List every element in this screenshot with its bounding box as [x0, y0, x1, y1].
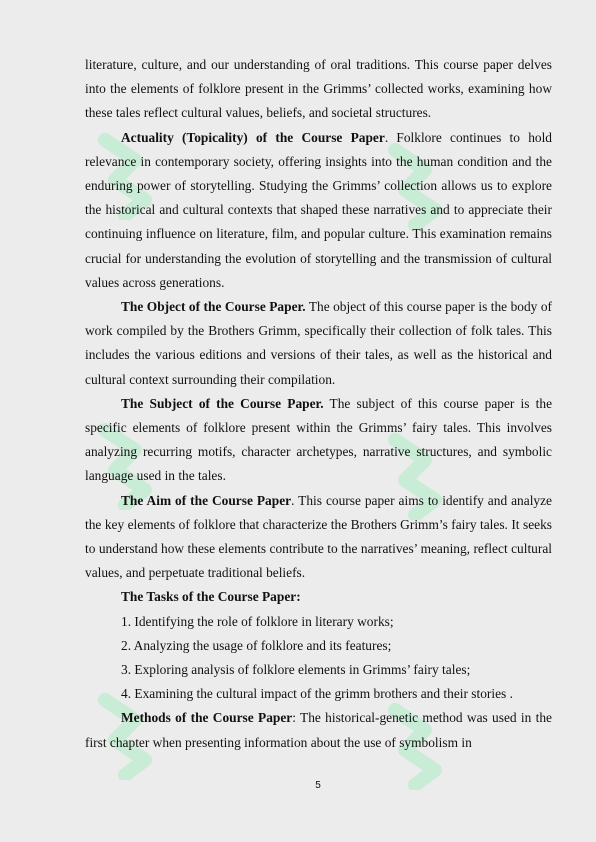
paragraph-heading: The Object of the Course Paper. [121, 299, 306, 315]
body-text [85, 53, 552, 755]
paragraph-heading: The Subject of the Course Paper. [121, 395, 324, 411]
paragraph-heading: Methods of the Course Paper [121, 710, 293, 726]
paragraph-text: . Folklore continues to hold relevance in contemporary society, offering insights into the human condition and the enduring power of storytelling. Studying the Grimms’ collection allows us to explore the historical and cultural contexts that shaped these narratives and to appreciate their continuing influence on literature, film, and popular culture. This examination remains crucial for understanding the evolution of storytelling and the transmission of cultural values across generations. [85, 129, 552, 290]
paragraph-text: literature, culture, and our understanding of oral traditions. This course paper delves into the elements of folklore present in the Grimms’ collected works, examining how these tales reflect cultural values, beliefs, and societal structures. [85, 57, 552, 121]
paragraph-object [85, 295, 552, 392]
paragraph-subject [85, 392, 552, 489]
paragraph-text: The subject of this course paper is the specific elements of folklore present within the Grimms’ fairy tales. This involves analyzing recurring motifs, character archetypes, narrative structures, and symbolic language used in the tales. [85, 395, 553, 484]
paragraph-heading: The Aim of the Course Paper [121, 492, 292, 508]
page-number: 5 [315, 780, 321, 791]
paragraph-heading: Actuality (Topicality) of the Course Paper [121, 129, 385, 145]
paragraph-aim [85, 489, 552, 586]
paragraph-intro-continuation [85, 53, 552, 126]
paragraph-methods [85, 706, 552, 754]
task-item: 1. Identifying the role of folklore in literary works; [121, 613, 394, 629]
tasks-heading: The Tasks of the Course Paper: [121, 589, 301, 605]
task-item: 3. Exploring analysis of folklore elements in Grimms’ fairy tales; [121, 662, 471, 678]
task-item: 2. Analyzing the usage of folklore and its features; [121, 637, 392, 653]
task-item: 4. Examining the cultural impact of the grimm brothers and their stories . [121, 686, 513, 702]
paragraph-actuality [85, 126, 552, 295]
paragraph-text: . This course paper aims to identify and analyze the key elements of folklore that characterize the Brothers Grimm’s fairy tales. It seeks to understand how these elements contribute to the narratives’ meaning, reflect cultural values, and perpetuate traditional beliefs. [85, 492, 552, 581]
paragraph-text: The object of this course paper is the body of work compiled by the Brothers Grimm, specifically their collection of folk tales. This includes the various editions and versions of their tales, as well as the historical and cultural context surrounding their compilation. [85, 299, 552, 387]
paragraph-text: : The historical-genetic method was used in the first chapter when presenting information about the use of symbolism in [85, 710, 552, 750]
